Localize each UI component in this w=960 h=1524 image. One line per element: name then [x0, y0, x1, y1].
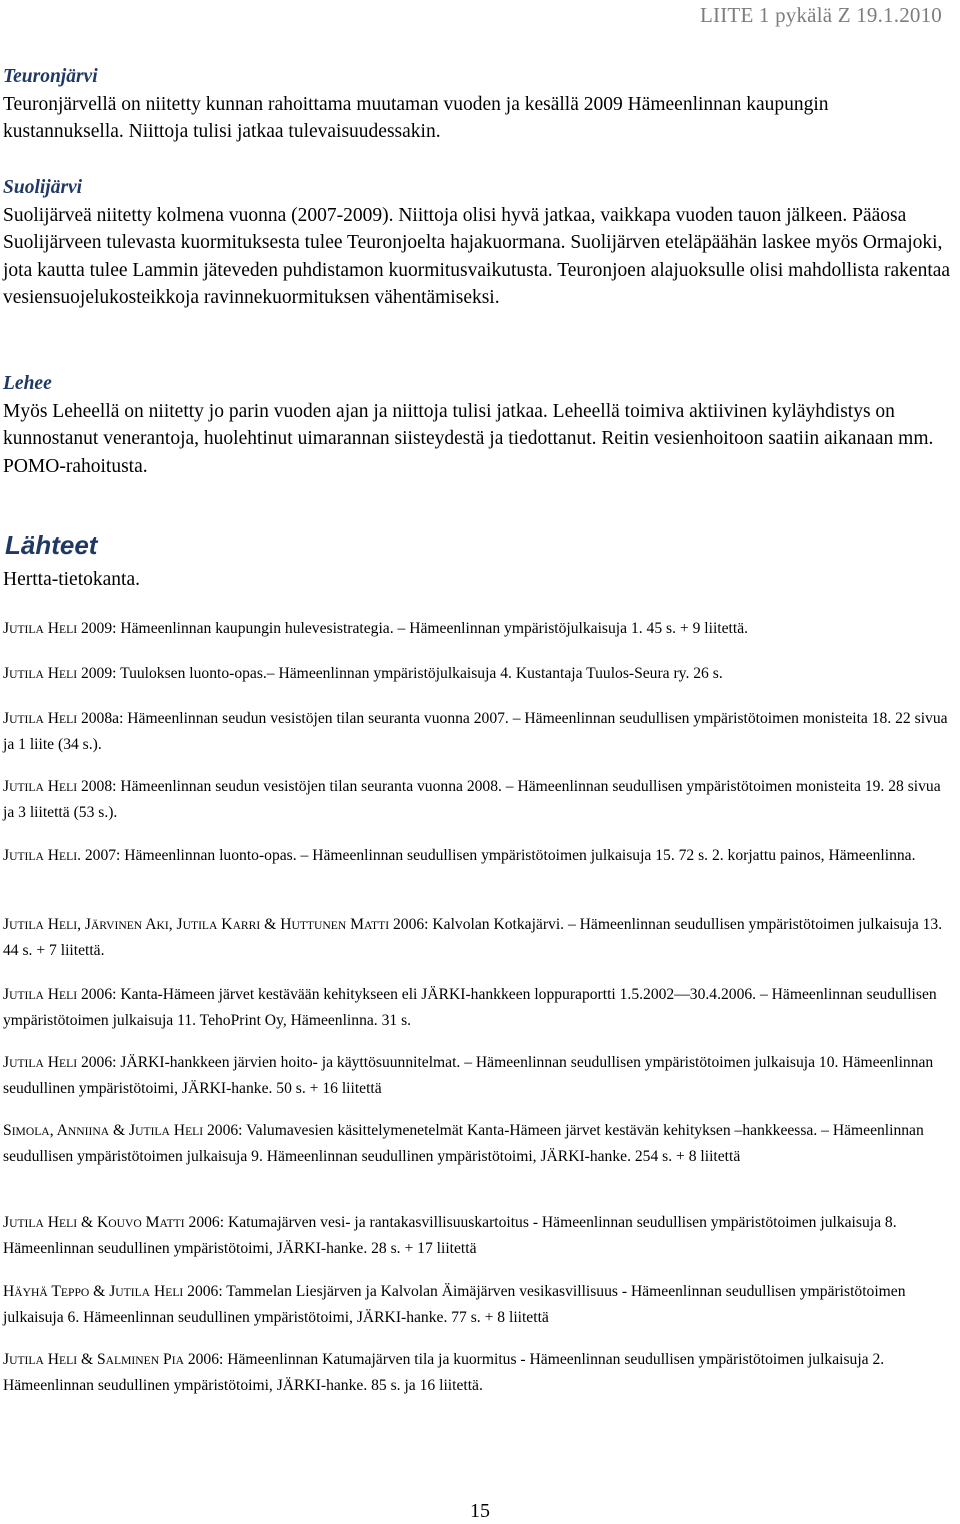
- author-smallcaps: ELI: [59, 623, 78, 636]
- reference-text: 2009: Hämeenlinnan kaupungin hulevesistrategia. – Hämeenlinnan ympäristöjulkaisuja 1. 45 s. + 9 liitettä.: [77, 620, 749, 637]
- author-lead: H: [150, 1283, 166, 1300]
- author-lead: P: [159, 1351, 172, 1368]
- author-smallcaps: ARRI: [232, 919, 261, 932]
- author-lead: H: [43, 620, 60, 637]
- reference-authors: [3, 1122, 203, 1139]
- author-smallcaps: UTILA: [9, 919, 44, 932]
- reference-authors: [3, 1351, 184, 1368]
- author-smallcaps: ATTI: [159, 1217, 185, 1230]
- author-lead: H: [43, 986, 60, 1003]
- reference-authors: [3, 916, 389, 933]
- author-smallcaps: UTILA: [9, 713, 44, 726]
- author-smallcaps: ELI: [59, 781, 78, 794]
- author-smallcaps: ÄYHÄ: [14, 1286, 48, 1299]
- author-smallcaps: ELI: [59, 1354, 78, 1367]
- section-lehee: [3, 370, 953, 480]
- author-smallcaps: IMOLA: [11, 1125, 50, 1138]
- author-lead: J: [3, 665, 10, 682]
- reference-authors: [3, 620, 77, 637]
- author-lead: , J: [168, 916, 183, 933]
- reference-text: 2009: Tuuloksen luonto-opas.– Hämeenlinnan ympäristöjulkaisuja 4. Kustantaja Tuulos-Seura ry. 26 s.: [77, 665, 723, 682]
- reference-authors: [3, 665, 77, 682]
- section-title: Suolijärvi: [3, 177, 83, 198]
- section-suolijarvi: [3, 174, 953, 312]
- author-lead: & H: [260, 916, 292, 933]
- author-smallcaps: ÄRVINEN: [90, 919, 143, 932]
- section-body: Teuronjärvellä on niitetty kunnan rahoittama muutaman vuoden ja kesällä 2009 Hämeenlinnan kaupungin kustannuksella. Niittoja tulisi jatkaa tulevaisuudessakin.: [3, 93, 829, 142]
- reference-item: [3, 707, 955, 757]
- author-lead: M: [141, 1214, 160, 1231]
- reference-item: [3, 1211, 955, 1261]
- author-smallcaps: UTILA: [9, 781, 44, 794]
- page-header: LIITE 1 pykälä Z 19.1.2010: [700, 3, 942, 27]
- author-smallcaps: UTILA: [135, 1125, 170, 1138]
- author-lead: S: [3, 1122, 12, 1139]
- author-lead: J: [3, 916, 10, 933]
- references-intro: Hertta-tietokanta.: [3, 569, 140, 590]
- author-lead: T: [47, 1283, 61, 1300]
- author-lead: K: [217, 916, 233, 933]
- reference-text: 2006: Valumavesien käsittelymenetelmät Kanta-Hämeen järvet kestävän kehityksen –hankkeessa. – Hämeenlinnan seudullisen ympäristötoimen julkaisuja 9. Hämeenlinnan seudullinen ympäristötoimi, JÄRKI-hanke. 254 s. + 8 liitettä: [3, 1122, 924, 1165]
- author-lead: J: [3, 778, 10, 795]
- section-body: Myös Leheellä on niitetty jo parin vuoden ajan ja niittoja tulisi jatkaa. Leheellä toimiva aktiivinen kyläyhdistys on kunnostanut venerantoja, huolehtinut uimarannan siisteydestä ja tiedottanut. Reitin vesienhoitoon saatiin aikanaan mm. POMO-rahoitusta.: [3, 400, 934, 477]
- author-lead: , J: [77, 916, 91, 933]
- reference-text: 2006: Kalvolan Kotkajärvi. – Hämeenlinnan seudullisen ympäristötoimen julkaisuja 13. 44 s. + 7 liitettä.: [3, 916, 943, 959]
- author-smallcaps: ELI: [59, 1217, 78, 1230]
- section-title: Lehee: [3, 373, 52, 394]
- author-smallcaps: UTTUNEN: [291, 919, 347, 932]
- author-lead: J: [3, 1214, 10, 1231]
- references-heading: Lähteet: [5, 530, 98, 560]
- reference-item: [3, 983, 955, 1033]
- author-lead: M: [346, 916, 364, 933]
- reference-item: [3, 1348, 955, 1398]
- reference-text: 2006: JÄRKI-hankkeen järvien hoito- ja käyttösuunnitelmat. – Hämeenlinnan seudullisen ympäristötoimen julkaisuja 10. Hämeenlinnan seudullinen ympäristötoimi, JÄRKI-hanke. 50 s. + 16 liitettä: [3, 1054, 934, 1097]
- reference-authors: [3, 986, 77, 1003]
- reference-text: 2008a: Hämeenlinnan seudun vesistöjen tilan seuranta vuonna 2007. – Hämeenlinnan seudullisen ympäristötoimen monisteita 18. 22 sivua ja 1 liite (34 s.).: [3, 710, 948, 753]
- author-lead: & J: [89, 1283, 116, 1300]
- reference-item: [3, 1051, 955, 1101]
- reference-authors: [3, 1283, 183, 1300]
- author-smallcaps: ELI: [59, 989, 78, 1002]
- reference-text: 2006: Katumajärven vesi- ja rantakasvillisuuskartoitus - Hämeenlinnan seudullisen ympäristötoimen julkaisuja 8. Hämeenlinnan seudullinen ympäristötoimi, JÄRKI-hanke. 28 s. + 17 liitettä: [3, 1214, 897, 1257]
- reference-text: 2006: Hämeenlinnan Katumajärven tila ja kuormitus - Hämeenlinnan seudullisen ympäristötoimen julkaisuja 2. Hämeenlinnan seudullinen ympäristötoimi, JÄRKI-hanke. 85 s. ja 16 liitettä.: [3, 1351, 885, 1394]
- author-smallcaps: ELI: [59, 668, 78, 681]
- reference-text: 2008: Hämeenlinnan seudun vesistöjen tilan seuranta vuonna 2008. – Hämeenlinnan seudullisen ympäristötoimen monisteita 19. 28 sivua ja 3 liitettä (53 s.).: [3, 778, 941, 821]
- author-smallcaps: UTILA: [115, 1286, 151, 1299]
- reference-item: [3, 617, 955, 643]
- author-lead: J: [3, 847, 10, 864]
- reference-authors: [3, 1054, 77, 1071]
- reference-authors: [3, 710, 77, 727]
- author-lead: H: [3, 1283, 15, 1300]
- author-smallcaps: ELI: [59, 919, 78, 932]
- author-smallcaps: NNIINA: [67, 1125, 110, 1138]
- author-smallcaps: ALMINEN: [105, 1354, 160, 1367]
- reference-item: [3, 913, 955, 963]
- reference-item: [3, 1280, 955, 1330]
- author-lead: H: [43, 916, 60, 933]
- author-lead: & K: [77, 1214, 109, 1231]
- author-smallcaps: ELI: [59, 850, 78, 863]
- author-smallcaps: ELI: [165, 1286, 184, 1299]
- reference-authors: [3, 847, 77, 864]
- reference-text: 2006: Kanta-Hämeen järvet kestävään kehitykseen eli JÄRKI-hankkeen loppuraportti 1.5.2002—30.4.2006. – Hämeenlinnan seudullisen ympäristötoimen julkaisuja 11. TehoPrint Oy, Hämeenlinna. 31 s.: [3, 986, 937, 1029]
- author-lead: H: [43, 665, 60, 682]
- author-lead: H: [169, 1122, 186, 1139]
- author-smallcaps: KI: [156, 919, 169, 932]
- author-smallcaps: OUVO: [108, 1217, 142, 1230]
- author-smallcaps: UTILA: [9, 989, 44, 1002]
- author-lead: & J: [109, 1122, 136, 1139]
- author-lead: J: [3, 1351, 10, 1368]
- author-smallcaps: UTILA: [9, 1354, 44, 1367]
- reference-item: [3, 775, 955, 825]
- author-lead: J: [3, 986, 10, 1003]
- author-lead: H: [43, 1351, 60, 1368]
- author-lead: H: [43, 1214, 60, 1231]
- author-lead: A: [142, 916, 157, 933]
- page-number: 15: [470, 1500, 490, 1522]
- author-smallcaps: EPPO: [60, 1286, 90, 1299]
- section-body: Suolijärveä niitetty kolmena vuonna (2007-2009). Niittoja olisi hyvä jatkaa, vaikkapa vuoden tauon jälkeen. Pääosa Suolijärveen tulevasta kuormituksesta tulee Teuronjoelta hajakuormana. Suolijärven eteläpäähän laskee myös Ormajoki, jota kautta tulee Lammin jäteveden puhdistamon kuormitusvaikutusta. Teuronjoen alajuoksulle olisi mahdollista rakentaa vesiensuojelukosteikkoja ravinnekuormituksen vähentämiseksi.: [3, 204, 951, 308]
- author-smallcaps: UTILA: [182, 919, 218, 932]
- reference-item: [3, 662, 955, 688]
- author-lead: , A: [49, 1122, 68, 1139]
- author-lead: & S: [77, 1351, 106, 1368]
- author-lead: H: [43, 1054, 60, 1071]
- section-title: Teuronjärvi: [3, 66, 98, 87]
- author-lead: J: [3, 710, 10, 727]
- author-lead: H: [43, 847, 60, 864]
- section-teuronjarvi: [3, 63, 953, 146]
- reference-text: 2006: Tammelan Liesjärven ja Kalvolan Äimäjärven vesikasvillisuus - Hämeenlinnan seudullisen ympäristötoimen julkaisuja 6. Hämeenlinnan seudullinen ympäristötoimi, JÄRKI-hanke. 77 s. + 8 liitettä: [3, 1283, 906, 1326]
- author-smallcaps: ELI: [59, 1057, 78, 1070]
- author-smallcaps: ELI: [185, 1125, 204, 1138]
- author-smallcaps: UTILA: [9, 668, 44, 681]
- author-lead: H: [43, 778, 60, 795]
- reference-item: [3, 1119, 955, 1169]
- reference-item: [3, 844, 955, 870]
- author-smallcaps: ELI: [59, 713, 78, 726]
- author-lead: H: [43, 710, 60, 727]
- reference-authors: [3, 1214, 185, 1231]
- author-smallcaps: UTILA: [9, 623, 44, 636]
- reference-authors: [3, 778, 77, 795]
- author-lead: J: [3, 1054, 10, 1071]
- author-smallcaps: UTILA: [9, 1217, 44, 1230]
- author-smallcaps: IA: [171, 1354, 184, 1367]
- author-smallcaps: UTILA: [9, 1057, 44, 1070]
- author-smallcaps: UTILA: [9, 850, 44, 863]
- author-lead: J: [3, 620, 10, 637]
- reference-text: . 2007: Hämeenlinnan luonto-opas. – Hämeenlinnan seudullisen ympäristötoimen julkaisuja 15. 72 s. 2. korjattu painos, Hämeenlinna.: [77, 847, 916, 864]
- author-smallcaps: ATTI: [363, 919, 390, 932]
